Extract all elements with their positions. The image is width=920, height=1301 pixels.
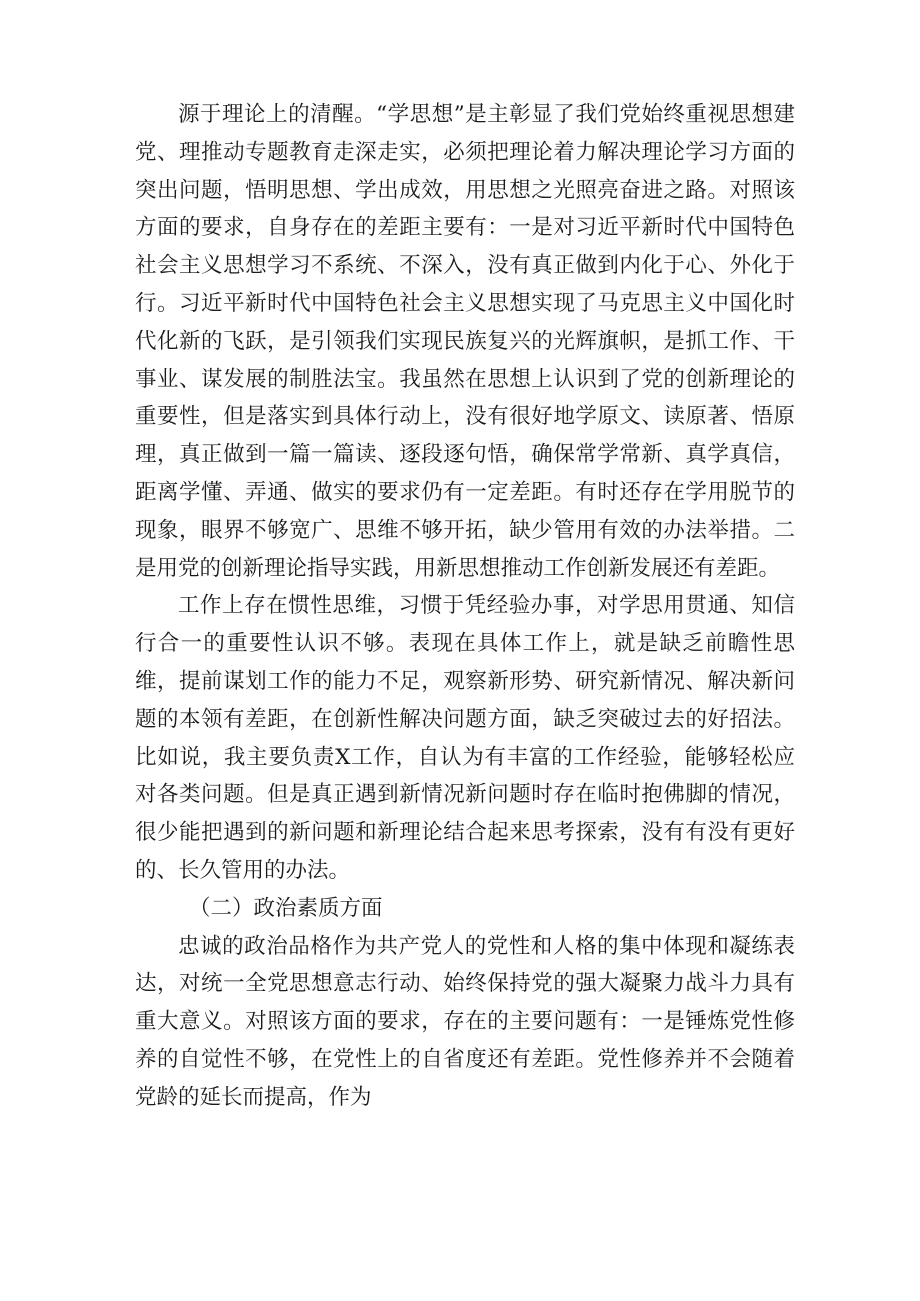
body-paragraph-2: 工作上存在惯性思维，习惯于凭经验办事，对学思用贯通、知信行合一的重要性认识不够。表现在具体工作上，就是缺乏前瞻性思维，提前谋划工作的能力不足，观察新形势、研究新情况、解决新问题的本领有差距，在创新性解决问题方面，缺乏突破过去的好招法。比如说，我主要负责X工作，自认为有丰富的工作经验，能够轻松应对各类问题。但是真正遇到新情况新问题时存在临时抱佛脚的情况，很少能把遇到的新问题和新理论结合起来思考探索，没有有没有更好的、长久管用的办法。 bbox=[135, 593, 795, 883]
body-paragraph-3: 忠诚的政治品格作为共产党人的党性和人格的集中体现和凝练表达，对统一全党思想意志行动、始终保持党的强大凝聚力战斗力具有重大意义。对照该方面的要求，存在的主要问题有：一是锤炼党性修养的自觉性不够，在党性上的自省度还有差距。党性修养并不会随着党龄的延长而提高，作为 bbox=[135, 933, 795, 1110]
section-heading: （二）政治素质方面 bbox=[189, 895, 383, 921]
document-body bbox=[135, 96, 795, 1117]
body-paragraph-1: 源于理论上的清醒。“学思想”是主彰显了我们党始终重视思想建党、理推动专题教育走深走实，必须把理论着力解决理论学习方面的突出问题，悟明思想、学出成效，用思想之光照亮奋进之路。对照该方面的要求，自身存在的差距主要有：一是对习近平新时代中国特色社会主义思想学习不系统、不深入，没有真正做到内化于心、外化于行。习近平新时代中国特色社会主义思想实现了马克思主义中国化时代化新的飞跃，是引领我们实现民族复兴的光辉旗帜，是抓工作、干事业、谋发展的制胜法宝。我虽然在思想上认识到了党的创新理论的重要性，但是落实到具体行动上，没有很好地学原文、读原著、悟原理，真正做到一篇一篇读、逐段逐句悟，确保常学常新、真学真信，距离学懂、弄通、做实的要求仍有一定差距。有时还存在学用脱节的现象，眼界不够宽广、思维不够开拓，缺少管用有效的办法举措。二是用党的创新理论指导实践，用新思想推动工作创新发展还有差距。 bbox=[135, 102, 795, 581]
